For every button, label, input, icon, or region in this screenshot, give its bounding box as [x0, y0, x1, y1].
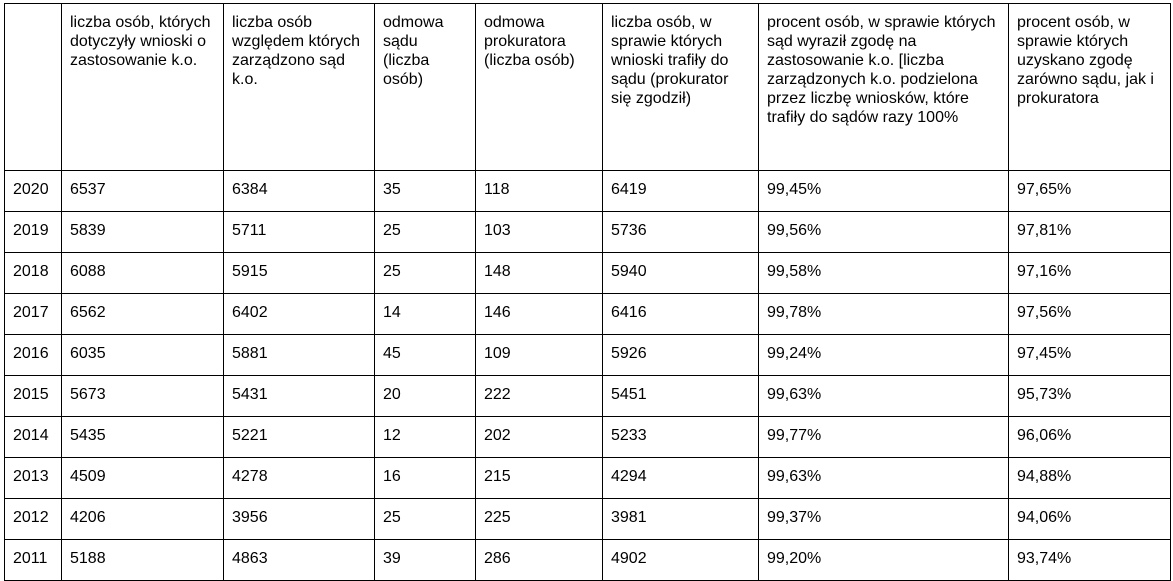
cell-prosecutor-refusal: 215: [476, 458, 603, 499]
cell-total-consent-percent: 97,65%: [1009, 171, 1171, 212]
cell-court-refusal: 25: [375, 253, 476, 294]
cell-court-consent-percent: 99,45%: [759, 171, 1009, 212]
table-row: [5, 171, 1171, 212]
cell-court-consent-percent: 99,20%: [759, 540, 1009, 581]
cell-court-refusal: 35: [375, 171, 476, 212]
cell-sent-to-court: 5940: [603, 253, 759, 294]
statistics-table: [4, 3, 1171, 581]
cell-sent-to-court: 3981: [603, 499, 759, 540]
cell-year: 2019: [5, 212, 62, 253]
header-court-refusal: odmowa sądu (liczba osób): [375, 4, 476, 171]
cell-total-consent-percent: 94,88%: [1009, 458, 1171, 499]
cell-court-refusal: 16: [375, 458, 476, 499]
cell-applications: 6537: [62, 171, 224, 212]
cell-applications: 5839: [62, 212, 224, 253]
header-court-consent-percent: procent osób, w sprawie których sąd wyraził zgodę na zastosowanie k.o. [liczba zarządzonych k.o. podzielona przez liczbę wniosków, które trafiły do sądów razy 100%: [759, 4, 1009, 171]
cell-court-consent-percent: 99,77%: [759, 417, 1009, 458]
cell-court-refusal: 12: [375, 417, 476, 458]
cell-prosecutor-refusal: 103: [476, 212, 603, 253]
table-row: [5, 417, 1171, 458]
cell-prosecutor-refusal: 286: [476, 540, 603, 581]
cell-ordered: 6402: [224, 294, 375, 335]
cell-total-consent-percent: 97,45%: [1009, 335, 1171, 376]
cell-applications: 4509: [62, 458, 224, 499]
header-total-consent-percent: procent osób, w sprawie których uzyskano zgodę zarówno sądu, jak i prokuratora: [1009, 4, 1171, 171]
cell-prosecutor-refusal: 118: [476, 171, 603, 212]
cell-court-consent-percent: 99,24%: [759, 335, 1009, 376]
cell-applications: 5188: [62, 540, 224, 581]
cell-ordered: 5711: [224, 212, 375, 253]
table-row: [5, 540, 1171, 581]
table-header: [5, 4, 1171, 171]
cell-ordered: 5881: [224, 335, 375, 376]
table-row: [5, 294, 1171, 335]
cell-court-consent-percent: 99,58%: [759, 253, 1009, 294]
cell-prosecutor-refusal: 109: [476, 335, 603, 376]
table-row: [5, 253, 1171, 294]
cell-sent-to-court: 6419: [603, 171, 759, 212]
cell-court-consent-percent: 99,63%: [759, 458, 1009, 499]
cell-ordered: 4278: [224, 458, 375, 499]
cell-prosecutor-refusal: 202: [476, 417, 603, 458]
cell-applications: 6035: [62, 335, 224, 376]
header-sent-to-court: liczba osób, w sprawie których wnioski trafiły do sądu (prokurator się zgodził): [603, 4, 759, 171]
cell-year: 2016: [5, 335, 62, 376]
cell-sent-to-court: 5233: [603, 417, 759, 458]
cell-sent-to-court: 4902: [603, 540, 759, 581]
cell-year: 2015: [5, 376, 62, 417]
table-body: [5, 171, 1171, 581]
cell-sent-to-court: 5451: [603, 376, 759, 417]
header-ordered: liczba osób względem których zarządzono sąd k.o.: [224, 4, 375, 171]
cell-ordered: 6384: [224, 171, 375, 212]
cell-sent-to-court: 5926: [603, 335, 759, 376]
cell-ordered: 5431: [224, 376, 375, 417]
table-row: [5, 376, 1171, 417]
cell-applications: 5673: [62, 376, 224, 417]
header-year: [5, 4, 62, 171]
cell-court-refusal: 25: [375, 499, 476, 540]
cell-court-refusal: 25: [375, 212, 476, 253]
cell-total-consent-percent: 93,74%: [1009, 540, 1171, 581]
cell-applications: 6562: [62, 294, 224, 335]
cell-year: 2014: [5, 417, 62, 458]
cell-applications: 4206: [62, 499, 224, 540]
cell-total-consent-percent: 95,73%: [1009, 376, 1171, 417]
cell-total-consent-percent: 96,06%: [1009, 417, 1171, 458]
cell-prosecutor-refusal: 148: [476, 253, 603, 294]
header-row: [5, 4, 1171, 171]
cell-prosecutor-refusal: 222: [476, 376, 603, 417]
cell-applications: 6088: [62, 253, 224, 294]
cell-total-consent-percent: 97,16%: [1009, 253, 1171, 294]
cell-court-refusal: 14: [375, 294, 476, 335]
cell-court-consent-percent: 99,56%: [759, 212, 1009, 253]
cell-court-refusal: 39: [375, 540, 476, 581]
table-row: [5, 499, 1171, 540]
cell-court-consent-percent: 99,78%: [759, 294, 1009, 335]
cell-year: 2020: [5, 171, 62, 212]
cell-ordered: 5221: [224, 417, 375, 458]
table-row: [5, 335, 1171, 376]
cell-ordered: 4863: [224, 540, 375, 581]
cell-year: 2013: [5, 458, 62, 499]
cell-total-consent-percent: 94,06%: [1009, 499, 1171, 540]
header-applications: liczba osób, których dotyczyły wnioski o zastosowanie k.o.: [62, 4, 224, 171]
cell-year: 2011: [5, 540, 62, 581]
table-row: [5, 458, 1171, 499]
cell-court-consent-percent: 99,63%: [759, 376, 1009, 417]
cell-total-consent-percent: 97,56%: [1009, 294, 1171, 335]
cell-total-consent-percent: 97,81%: [1009, 212, 1171, 253]
cell-prosecutor-refusal: 225: [476, 499, 603, 540]
cell-prosecutor-refusal: 146: [476, 294, 603, 335]
cell-year: 2012: [5, 499, 62, 540]
cell-court-consent-percent: 99,37%: [759, 499, 1009, 540]
cell-ordered: 3956: [224, 499, 375, 540]
cell-sent-to-court: 5736: [603, 212, 759, 253]
cell-ordered: 5915: [224, 253, 375, 294]
cell-year: 2018: [5, 253, 62, 294]
cell-year: 2017: [5, 294, 62, 335]
cell-sent-to-court: 6416: [603, 294, 759, 335]
cell-court-refusal: 20: [375, 376, 476, 417]
cell-sent-to-court: 4294: [603, 458, 759, 499]
cell-court-refusal: 45: [375, 335, 476, 376]
header-prosecutor-refusal: odmowa prokuratora (liczba osób): [476, 4, 603, 171]
table-row: [5, 212, 1171, 253]
cell-applications: 5435: [62, 417, 224, 458]
